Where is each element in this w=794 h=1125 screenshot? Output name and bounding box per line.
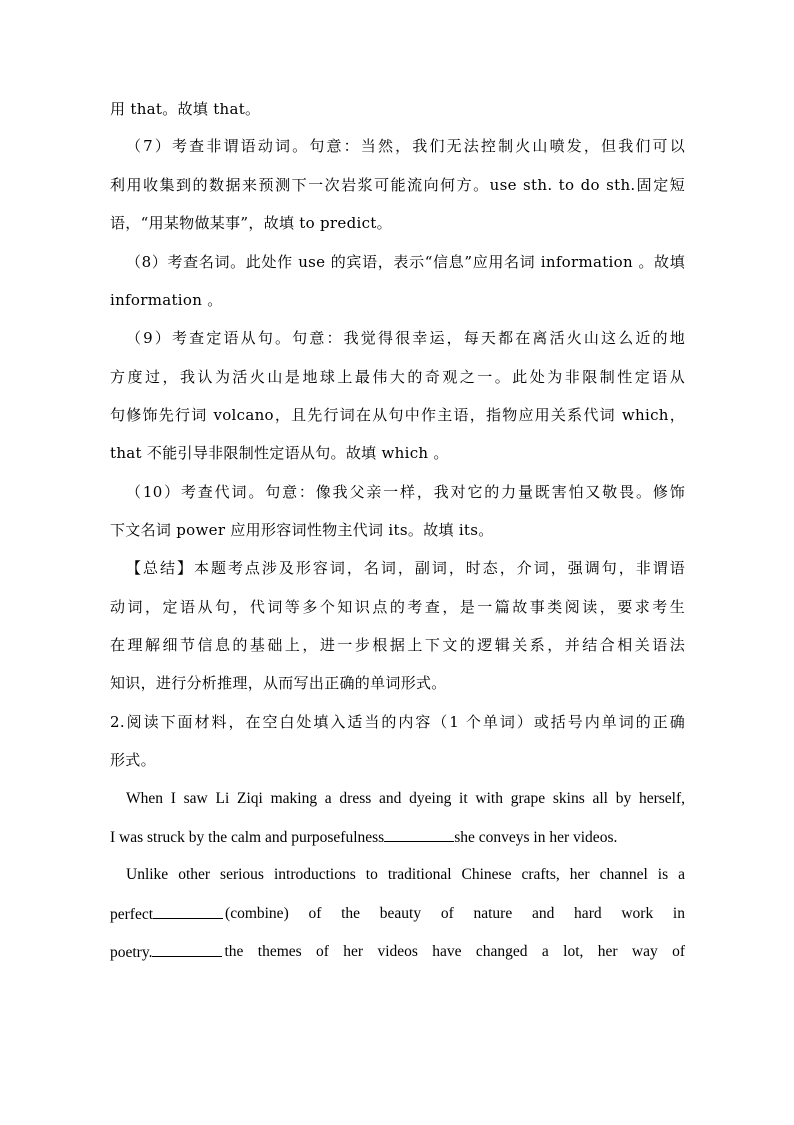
summary-line: 动词，定语从句，代词等多个知识点的考查，是一篇故事类阅读，要求考生 [110,598,685,616]
text-line: 利用收集到的数据来预测下一次岩浆可能流向何方。use sth. to do sth.固定短 [110,176,685,194]
text-line: 句修饰先行词 volcano，且先行词在从句中作主语，指物应用关系代词 which， [110,406,685,424]
passage-line [110,942,685,963]
passage-text: I was struck by the calm and purposefulness [110,829,385,846]
answer-blank[interactable] [152,942,222,957]
passage-line: Unlike other serious introductions to traditional Chinese crafts, her channel is a [126,866,685,883]
passage-line [110,827,685,848]
summary-line: 【总结】本题考点涉及形容词，名词，副词，时态，介词，强调句，非谓语 [126,559,685,577]
text-line: （10）考查代词。句意：像我父亲一样，我对它的力量既害怕又敬畏。修饰 [126,483,685,501]
passage-fragment [110,942,222,963]
passage-text: perfect [110,906,154,923]
text-line: 下文名词 power 应用形容词性物主代词 its。故填 its。 [110,521,494,539]
answer-blank[interactable] [384,827,454,842]
text-line: 方度过，我认为活火山是地球上最伟大的奇观之一。此处为非限制性定语从 [110,368,685,386]
text-line: information 。 [110,291,223,309]
answer-blank[interactable] [153,904,223,919]
passage-text: the themes of her videos have changed a lot, her way of [224,943,685,960]
passage-text: she conveys in her videos. [454,829,618,846]
text-line: （9）考查定语从句。句意：我觉得很幸运，每天都在离活火山这么近的地 [126,329,685,347]
summary-line: 知识，进行分析推理，从而写出正确的单词形式。 [110,674,447,692]
summary-line: 在理解细节信息的基础上，进一步根据上下文的逻辑关系，并结合相关语法 [110,636,685,654]
question-heading: 2.阅读下面材料，在空白处填入适当的内容（1 个单词）或括号内单词的正确 [110,713,685,731]
text-line: （8）考查名词。此处作 use 的宾语，表示“信息”应用名词 information 。故填 [126,253,685,271]
text-line: that 不能引导非限制性定语从句。故填 which 。 [110,444,449,462]
text-line: 用 that。故填 that。 [110,100,261,118]
passage-text: (combine) of the beauty of nature and hard work in [225,905,685,922]
text-line: 语，“用某物做某事”，故填 to predict。 [110,214,392,232]
question-heading: 形式。 [110,751,156,769]
passage-line: When I saw Li Ziqi making a dress and dyeing it with grape skins all by herself, [126,790,685,807]
passage-line [110,904,685,925]
passage-text: poetry. [110,944,153,961]
passage-fragment [110,904,223,925]
text-line: （7）考查非谓语动词。句意：当然，我们无法控制火山喷发，但我们可以 [126,137,685,155]
